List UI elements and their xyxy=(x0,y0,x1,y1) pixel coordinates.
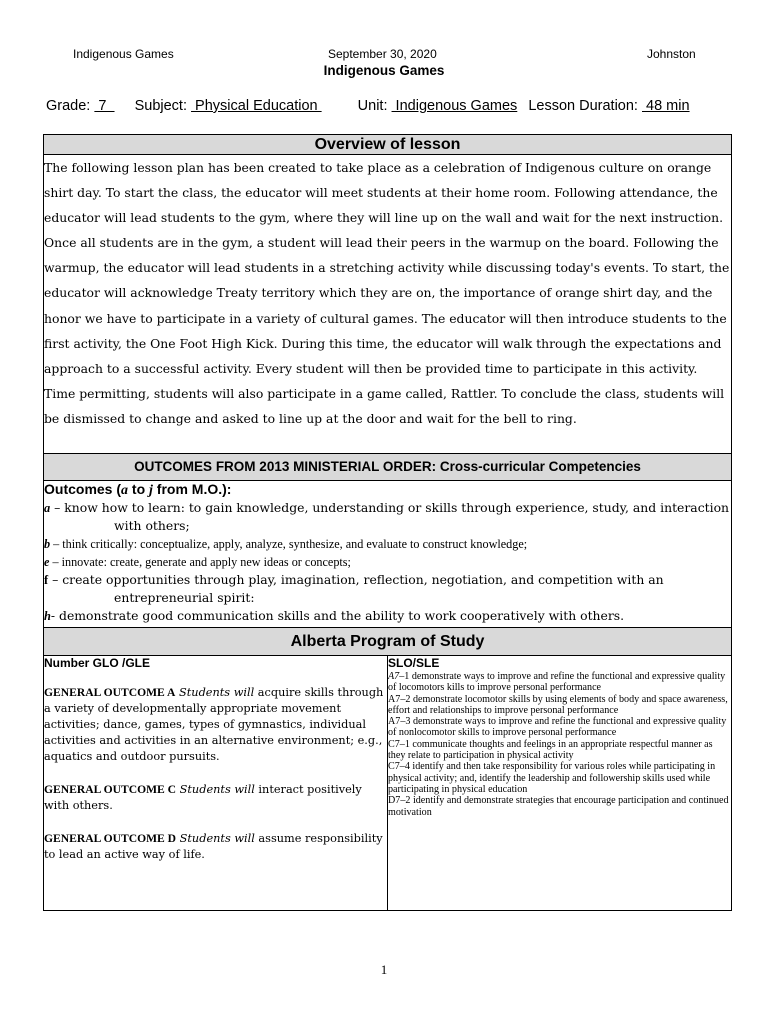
outcome-key-a: a xyxy=(44,501,51,515)
slo-item-a7-3: A7–3 demonstrate ways to improve and refine the functional and expressive quality of nonlocomotor skills to improve personal performance xyxy=(388,716,727,739)
slo-item-a7-1 xyxy=(388,671,731,694)
general-outcome-a-italic: Students will xyxy=(179,686,255,699)
outcomes-label-j: j xyxy=(149,483,153,498)
header-author: Johnston xyxy=(647,47,696,61)
general-outcome-a-text: acquire skills through a variety of developmentally appropriate movement activities; dance, games, types of gymnastics, individual activities and activities in an alternative environment; e.g., aquatics and outdoor pursuits. xyxy=(44,686,384,763)
outcome-key-e: e xyxy=(44,555,50,569)
outcomes-label-a: a xyxy=(121,483,129,498)
lesson-plan-table xyxy=(43,134,732,911)
slo-text-a7-1: –1 demonstrate ways to improve and refine the functional and expressive quality of locomotors kills to improve personal performance xyxy=(388,671,726,694)
slo-item-a7-2: A7–2 demonstrate locomotor skills by using elements of body and space awareness, effort and relationships to improve personal performance xyxy=(388,693,728,716)
outcome-text-b: – think critically: conceptualize, apply, analyze, synthesize, and evaluate to construct knowledge; xyxy=(50,537,528,551)
general-outcome-d-text: assume responsibility to lead an active way of life. xyxy=(44,832,383,861)
grade-label: Grade: xyxy=(46,98,91,114)
slo-column xyxy=(388,656,732,911)
outcome-key-h: h xyxy=(44,609,51,623)
outcomes-label xyxy=(44,481,731,499)
outcomes-label-post: from M.O.): xyxy=(152,481,232,497)
slo-item-c7-1: C7–1 communicate thoughts and feelings in an appropriate respectful manner as they relate to participation in physical activity xyxy=(388,738,713,762)
outcome-item-f xyxy=(44,571,731,607)
subject-value: Physical Education xyxy=(191,98,322,114)
general-outcome-c-label: GENERAL OUTCOME C xyxy=(44,783,177,796)
general-outcome-c-text: interact positively with others. xyxy=(44,783,362,812)
outcome-text-h: - demonstrate good communication skills and the ability to work cooperatively with others. xyxy=(50,608,625,623)
header-course: Indigenous Games xyxy=(73,47,174,61)
subject-label: Subject: xyxy=(134,98,187,114)
general-outcome-c-italic: Students will xyxy=(179,783,255,796)
overview-heading: Overview of lesson xyxy=(44,135,732,155)
duration-value: 48 min xyxy=(642,98,690,114)
program-of-study-heading: Alberta Program of Study xyxy=(44,628,732,656)
general-outcome-a-label: GENERAL OUTCOME A xyxy=(44,686,176,699)
document-title: Indigenous Games xyxy=(323,63,445,78)
slo-column-header: SLO/SLE xyxy=(388,656,440,670)
outcomes-heading: OUTCOMES FROM 2013 MINISTERIAL ORDER: Cross-curricular Competencies xyxy=(44,454,732,481)
overview-text: The following lesson plan has been created to take place as a celebration of Indigenous culture on orange shirt day. To start the class, the educator will meet students at their home room. Following attendance, the educator will lead students to the gym, where they will line up on the wall and wait for the next instruction. Once all students are in the gym, a student will lead their peers in the warmup on the board. Following the warmup, the educator will lead students in a stretching activity while discussing today's events. To start, the educator will acknowledge Treaty territory which they are on, the importance of orange shirt day, and the honor we have to participate in a variety of cultural games. The educator will then introduce students to the first activity, the One Foot High Kick. During this time, the educator will walk through the expectations and approach to a successful activity. Every student will then be provided time to participate in this activity. Time permitting, students will also participate in a game called, Rattler. To conclude the class, students will be dismissed to change and asked to line up at the door and wait for the bell to ring. xyxy=(44,155,732,454)
slo-code-a7: A7 xyxy=(388,671,400,682)
outcome-item-e xyxy=(44,553,731,571)
outcome-key-b: b xyxy=(44,537,51,551)
outcome-key-f: f xyxy=(44,573,49,587)
glo-column xyxy=(44,656,388,911)
general-outcome-d-italic: Students will xyxy=(179,832,255,845)
general-outcome-c xyxy=(44,782,387,814)
outcomes-section xyxy=(44,481,732,628)
outcome-item-b xyxy=(44,535,731,553)
outcomes-label-pre: Outcomes ( xyxy=(44,481,122,497)
general-outcome-a xyxy=(44,685,387,765)
lesson-meta-row xyxy=(46,98,746,114)
page-number: 1 xyxy=(380,962,388,977)
outcome-text-f: – create opportunities through play, imagination, reflection, negotiation, and competition with an entrepreneurial spirit: xyxy=(48,572,664,605)
unit-label: Unit: xyxy=(357,98,388,114)
outcome-item-h xyxy=(44,607,731,625)
glo-column-header: Number GLO /GLE xyxy=(44,656,151,670)
unit-value: Indigenous Games xyxy=(391,98,518,114)
outcome-item-a xyxy=(44,499,731,535)
slo-item-d7-2: D7–2 identify and demonstrate strategies that encourage participation and continued motivation xyxy=(388,795,729,818)
outcomes-label-to: to xyxy=(128,481,150,497)
outcome-text-e: – innovate: create, generate and apply new ideas or concepts; xyxy=(49,555,351,569)
running-header xyxy=(0,47,768,63)
duration-label: Lesson Duration: xyxy=(528,98,638,114)
general-outcome-d xyxy=(44,831,387,863)
outcome-text-a: – know how to learn: to gain knowledge, understanding or skills through experience, study, and interaction with others; xyxy=(50,500,730,533)
general-outcome-d-label: GENERAL OUTCOME D xyxy=(44,832,177,845)
header-date: September 30, 2020 xyxy=(328,47,437,61)
slo-item-c7-4: C7–4 identify and then take responsibility for various roles while participating in physical activity; and, identify the leadership and followership skills used while participating in physical education xyxy=(388,761,716,795)
grade-value: 7 xyxy=(94,98,115,114)
